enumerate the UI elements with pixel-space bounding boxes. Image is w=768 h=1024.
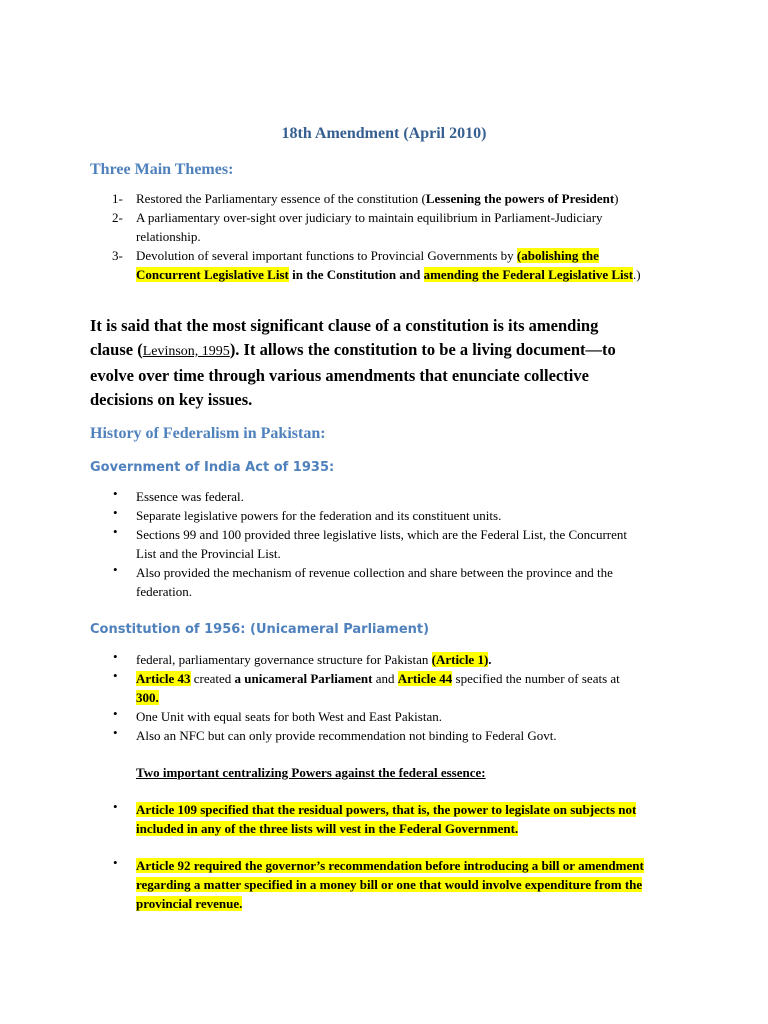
bullet-icon: • — [113, 505, 118, 520]
bullet-icon: • — [113, 486, 118, 501]
constitution-1956-heading: Constitution of 1956: (Unicameral Parliament) — [90, 622, 430, 637]
amending-clause-paragraph: It is said that the most significant clause of a constitution is its amending clause (Levinson, 1995). It allows the constitution to be a living document—to evolve over time through various amendments that enunciate collective decisions on key issues. — [90, 316, 616, 409]
themes-heading: Three Main Themes: — [90, 161, 234, 178]
bullet-icon: • — [113, 799, 118, 814]
goi-item-2: Separate legislative powers for the federation and its constituent units. — [136, 508, 502, 523]
theme-2-number: 2- — [112, 210, 123, 225]
bullet-icon: • — [113, 524, 118, 539]
bullet-icon: • — [113, 562, 118, 577]
goi-act-heading: Government of India Act of 1935: — [90, 460, 335, 475]
centralizing-heading: Two important centralizing Powers against the federal essence: — [136, 765, 486, 780]
c1956-item-3: One Unit with equal seats for both West and East Pakistan. — [136, 709, 442, 724]
theme-1-number: 1- — [112, 191, 123, 206]
theme-3-number: 3- — [112, 248, 123, 263]
article-109-item: Article 109 specified that the residual powers, that is, the power to legislate on subjects not included in any of the three lists will vest in the Federal Government. — [136, 802, 637, 836]
c1956-item-1: federal, parliamentary governance structure for Pakistan (Article 1). — [136, 652, 492, 667]
document-title: 18th Amendment (April 2010) — [281, 125, 487, 142]
goi-item-1: Essence was federal. — [136, 489, 244, 504]
theme-1: Restored the Parliamentary essence of the constitution (Lessening the powers of President) — [136, 191, 619, 206]
c1956-item-4: Also an NFC but can only provide recommendation not binding to Federal Govt. — [136, 728, 557, 743]
history-heading: History of Federalism in Pakistan: — [90, 425, 326, 442]
citation-link[interactable]: Levinson, 1995 — [142, 344, 230, 359]
goi-item-4: Also provided the mechanism of revenue collection and share between the province and the federation. — [136, 565, 613, 599]
bullet-icon: • — [113, 855, 118, 870]
bullet-icon: • — [113, 668, 118, 683]
c1956-item-2: Article 43 created a unicameral Parliament and Article 44 specified the number of seats at 300. — [136, 671, 620, 705]
theme-3: Devolution of several important functions to Provincial Governments by (abolishing the Concurrent Legislative List in the Constitution and amending the Federal Legislative List.) — [136, 248, 641, 282]
bullet-icon: • — [113, 725, 118, 740]
theme-2: A parliamentary over-sight over judiciary to maintain equilibrium in Parliament-Judiciary relationship. — [136, 210, 603, 244]
article-92-item: Article 92 required the governor’s recommendation before introducing a bill or amendment regarding a matter specified in a money bill or one that would involve expenditure from the provincial revenue. — [136, 858, 644, 911]
bullet-icon: • — [113, 649, 118, 664]
bullet-icon: • — [113, 706, 118, 721]
goi-item-3: Sections 99 and 100 provided three legislative lists, which are the Federal List, the Concurrent List and the Provincial List. — [136, 527, 627, 561]
